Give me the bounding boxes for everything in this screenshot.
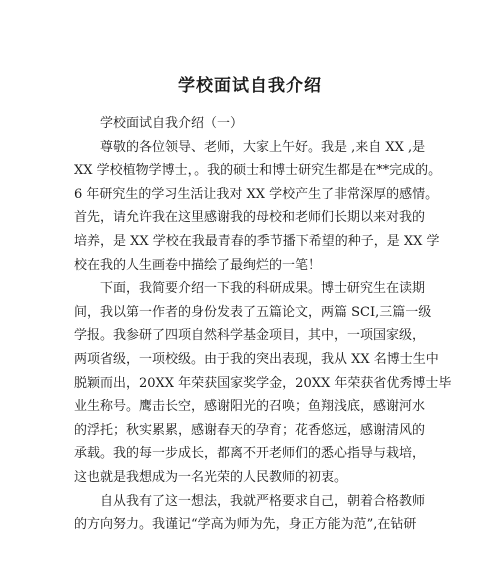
paragraph-line: 脱颖而出，20XX 年荣获国家奖学金，20XX 年荣获省优秀博士毕 (74, 375, 452, 391)
paragraph-line: 自从我有了这一想法，我就严格要求自己，朝着合格教师 (100, 493, 426, 509)
paragraph-line: 下面，我简要介绍一下我的科研成果。博士研究生在读期 (100, 281, 426, 297)
paragraph-line: 业生称号。鹰击长空，感谢阳光的召唤；鱼翔浅底，感谢河水 (74, 399, 426, 415)
paragraph-line: 的浮托；秋实累累，感谢春天的孕育；花香悠远，感谢清风的 (74, 422, 426, 438)
paragraph-line: 两项省级，一项校级。由于我的突出表现，我从 XX 名博士生中 (74, 351, 439, 367)
paragraph-line: XX 学校植物学博士，。我的硕士和博士研究生都是在**完成的。 (74, 163, 442, 179)
paragraph-line: 6 年研究生的学习生活让我对 XX 学校产生了非常深厚的感情。 (74, 186, 439, 202)
paragraph-line: 承载。我的每一步成长，都离不开老师们的悉心指导与栽培， (74, 446, 426, 462)
paragraph-line: 学报。我参研了四项自然科学基金项目，其中，一项国家级， (74, 328, 426, 344)
paragraph-line: 这也就是我想成为一名光荣的人民教师的初衷。 (74, 469, 348, 485)
paragraph-line: 间，我以第一作者的身份发表了五篇论文，两篇 SCI,三篇一级 (74, 304, 432, 320)
paragraph-line: 校在我的人生画卷中描绘了最绚烂的一笔！ (74, 257, 322, 273)
paragraph-line: 的方向努力。我谨记“学高为师为先，身正方能为范”,在钻研 (74, 517, 417, 533)
paragraph-line: 首先，请允许我在这里感谢我的母校和老师们长期以来对我的 (74, 210, 426, 226)
document-body (74, 112, 452, 537)
paragraph-line: 尊敬的各位领导、老师，大家上午好。我是 ,来自 XX ,是 (100, 139, 426, 155)
document-title: 学校面试自我介绍 (178, 76, 322, 96)
section-heading: 学校面试自我介绍（一） (100, 116, 244, 131)
paragraph-line: 培养，是 XX 学校在我最青春的季节播下希望的种子，是 XX 学 (74, 233, 440, 249)
